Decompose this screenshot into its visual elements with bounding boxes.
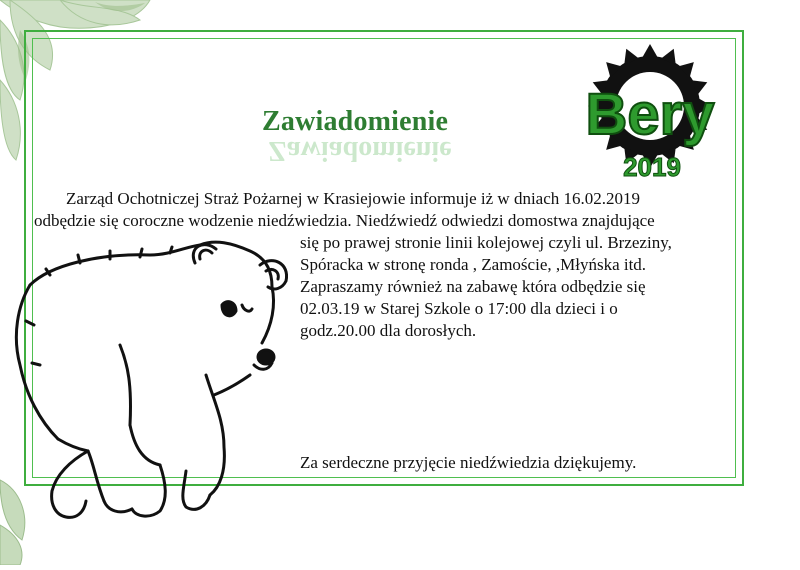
notice-line-6: 02.03.19 w Starej Szkole o 17:00 dla dzieci i o [300,299,618,318]
title-reflection: Zawiadomienie [268,134,452,166]
bery-logo [570,44,730,184]
notice-line-7: godz.20.00 dla dorosłych. [300,321,477,340]
title-block [262,106,462,166]
closing-line: Za serdeczne przyjęcie niedźwiedzia dziękujemy. [300,453,637,472]
notice-line-5: Zapraszamy również na zabawę która odbędzie się [300,277,646,296]
logo-text: Bery [585,82,715,147]
notice-title: Zawiadomienie [262,106,449,137]
logo-year: 2019 [623,152,681,182]
notice-line-1: Zarząd Ochotniczej Straż Pożarnej w Krasiejowie informuje iż w dniach 16.02.2019 [66,189,641,208]
bear-illustration [10,225,310,525]
notice-line-2: odbędzie się coroczne wodzenie niedźwiedzia. Niedźwiedź odwiedzi domostwa znajdujące [34,211,655,230]
notice-line-4: Spóracka w stronę ronda , Zamoście, ,Młyńska itd. [300,255,647,274]
notice-line-3: się po prawej stronie linii kolejowej czyli ul. Brzeziny, [300,233,672,252]
